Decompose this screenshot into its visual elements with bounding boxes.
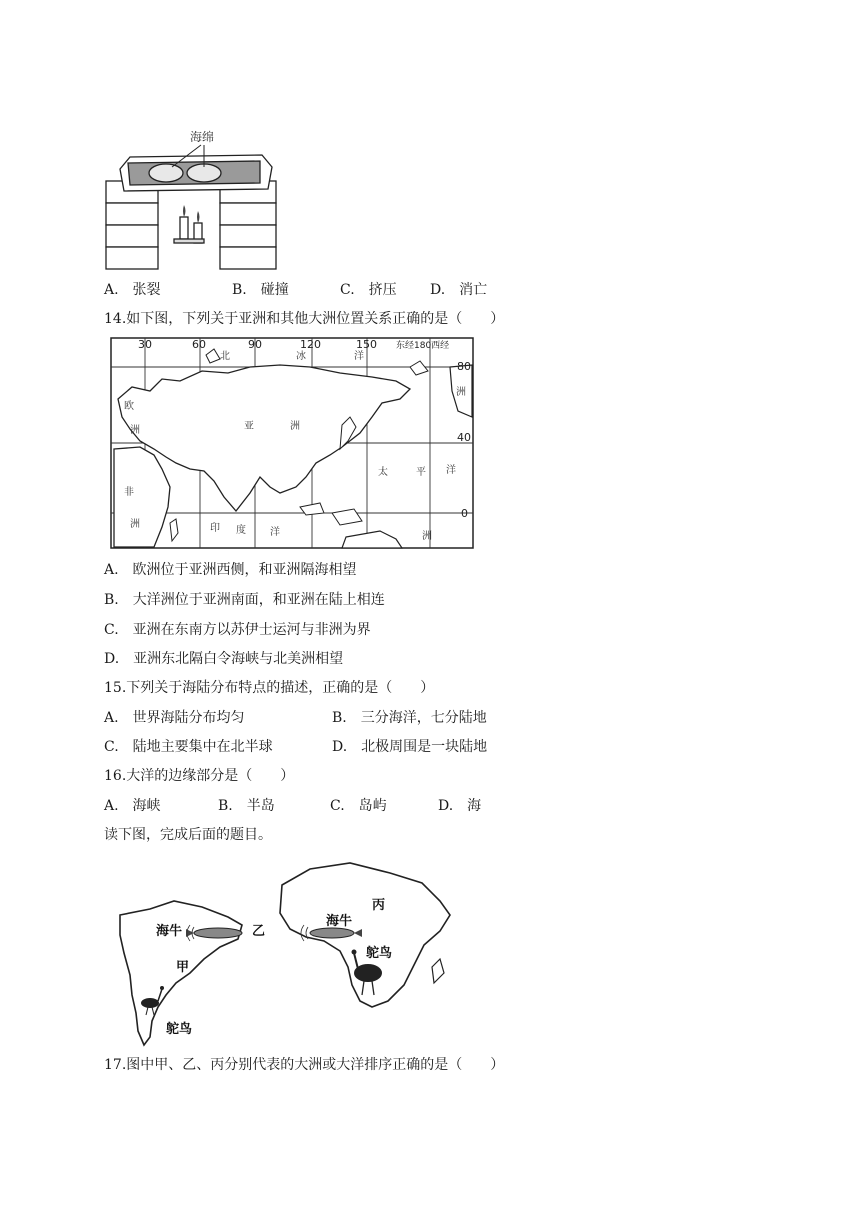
q16-stem: 16.大洋的边缘部分是（ ） bbox=[104, 768, 295, 784]
q14-option-d[interactable]: D. 亚洲东北隔白令海峡与北美洲相望 bbox=[104, 651, 344, 667]
continent-label-zhou-oc: 洲 bbox=[422, 531, 432, 542]
q16-option-a[interactable]: A. 海峡 bbox=[104, 798, 161, 814]
continents-animal-map bbox=[110, 855, 470, 1050]
label-ostrich-right: 鸵鸟 bbox=[366, 946, 393, 961]
lon-corner-label: 东经180西经 bbox=[396, 341, 450, 351]
asia-map-drawing bbox=[110, 337, 474, 549]
ocean-label-yang-p: 洋 bbox=[446, 465, 456, 476]
ocean-label-bing: 冰 bbox=[296, 351, 306, 362]
q16-option-b[interactable]: B. 半岛 bbox=[218, 798, 275, 814]
q15-option-d[interactable]: D. 北极周围是一块陆地 bbox=[332, 739, 488, 755]
continent-label-zhou-eu: 洲 bbox=[130, 425, 140, 436]
q15-option-b[interactable]: B. 三分海洋，七分陆地 bbox=[332, 710, 487, 726]
label-manatee-right: 海牛 bbox=[326, 914, 353, 929]
lat-80-label: 80 bbox=[457, 360, 471, 373]
continent-label-zhou-na: 洲 bbox=[456, 387, 466, 398]
continents-animal-drawing bbox=[110, 855, 470, 1050]
q13-option-a[interactable]: A. 张裂 bbox=[104, 282, 161, 298]
q15-option-a[interactable]: A. 世界海陆分布均匀 bbox=[104, 710, 245, 726]
q13-option-b[interactable]: B. 碰撞 bbox=[232, 282, 289, 298]
label-manatee-left: 海牛 bbox=[156, 924, 183, 939]
lon-150-label: 150 bbox=[356, 338, 377, 351]
q13-option-c[interactable]: C. 挤压 bbox=[340, 282, 397, 298]
lon-120-label: 120 bbox=[300, 338, 321, 351]
label-bing: 丙 bbox=[372, 898, 386, 913]
ocean-label-bei: 北 bbox=[220, 351, 230, 362]
q14-option-a[interactable]: A. 欧洲位于亚洲西侧，和亚洲隔海相望 bbox=[104, 562, 357, 578]
sponge-experiment-figure bbox=[100, 125, 290, 275]
q16-option-c[interactable]: C. 岛屿 bbox=[330, 798, 387, 814]
lon-90-label: 90 bbox=[248, 338, 262, 351]
ocean-label-yang-n: 洋 bbox=[354, 351, 364, 362]
q15-option-c[interactable]: C. 陆地主要集中在北半球 bbox=[104, 739, 273, 755]
lon-60-label: 60 bbox=[192, 338, 206, 351]
q16-option-d[interactable]: D. 海 bbox=[438, 798, 482, 814]
africa-outline bbox=[280, 863, 450, 1007]
continent-label-zhou-af: 洲 bbox=[130, 519, 140, 530]
lat-40-label: 40 bbox=[457, 431, 471, 444]
sponge-label: 海绵 bbox=[190, 130, 215, 144]
continent-label-ou: 欧 bbox=[124, 401, 134, 412]
ocean-label-du: 度 bbox=[236, 525, 246, 536]
lat-0-label: 0 bbox=[461, 507, 468, 520]
label-yi: 乙 bbox=[252, 924, 266, 939]
q13-option-d[interactable]: D. 消亡 bbox=[430, 282, 488, 298]
ocean-label-yin: 印 bbox=[210, 523, 220, 534]
sponge-experiment-drawing bbox=[100, 125, 290, 275]
asia-map-figure bbox=[110, 337, 474, 549]
ocean-label-ping: 平 bbox=[416, 467, 426, 478]
q14-option-c[interactable]: C. 亚洲在东南方以苏伊士运河与非洲为界 bbox=[104, 622, 371, 638]
continent-label-zhou-as: 洲 bbox=[290, 421, 300, 432]
madagascar-outline bbox=[432, 959, 444, 983]
lon-30-label: 30 bbox=[138, 338, 152, 351]
q15-stem: 15.下列关于海陆分布特点的描述，正确的是（ ） bbox=[104, 680, 435, 696]
label-ostrich-left: 鸵鸟 bbox=[166, 1022, 193, 1037]
label-jia: 甲 bbox=[176, 960, 190, 975]
q14-option-b[interactable]: B. 大洋洲位于亚洲南面，和亚洲在陆上相连 bbox=[104, 592, 385, 608]
continent-label-fei: 非 bbox=[124, 487, 134, 498]
q17-stem: 17.图中甲、乙、丙分别代表的大洲或大洋排序正确的是（ ） bbox=[104, 1057, 505, 1073]
continent-label-ya: 亚 bbox=[244, 421, 254, 432]
ocean-label-tai: 太 bbox=[378, 467, 388, 478]
ocean-label-yang-i: 洋 bbox=[270, 527, 280, 538]
q14-stem: 14.如下图，下列关于亚洲和其他大洲位置关系正确的是（ ） bbox=[104, 311, 505, 327]
read-instruction: 读下图，完成后面的题目。 bbox=[104, 827, 272, 843]
